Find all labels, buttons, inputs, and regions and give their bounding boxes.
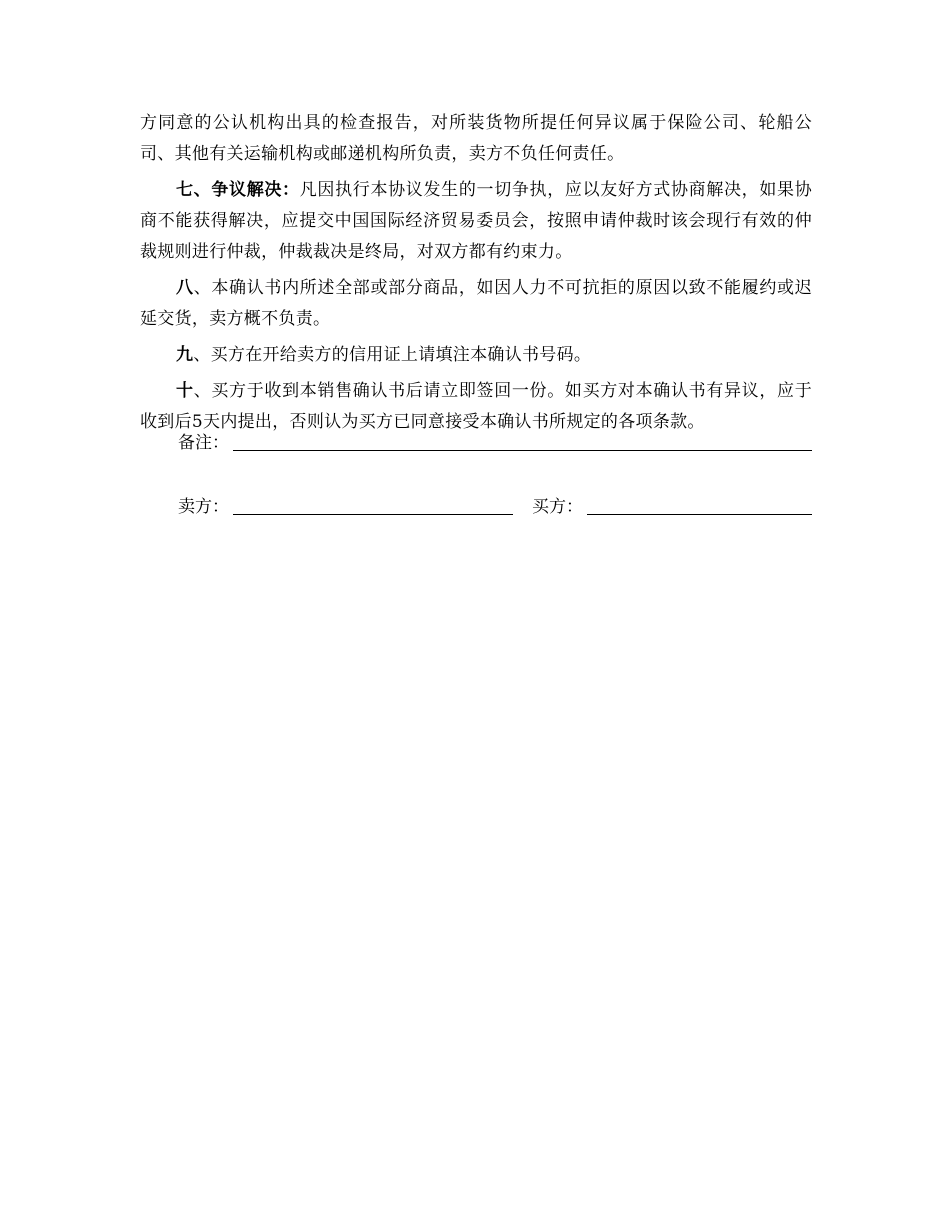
seller-signature-line[interactable] xyxy=(233,514,513,515)
paragraph-text: 、本确认书内所述全部或部分商品，如因人力不可抗拒的原因以致不能履约或迟延交货，卖方概不负责。 xyxy=(140,278,812,329)
paragraph-force-majeure xyxy=(140,273,812,335)
paragraph-inspection-continued xyxy=(140,108,812,170)
paragraph-dispute-resolution xyxy=(140,175,812,268)
paragraph-lead: 十 xyxy=(176,381,194,401)
paragraph-letter-of-credit xyxy=(140,340,812,371)
paragraph-lead: 九 xyxy=(176,345,194,365)
paragraph-text: 、买方在开给卖方的信用证上请填注本确认书号码。 xyxy=(193,345,592,365)
buyer-signature-line[interactable] xyxy=(587,514,812,515)
remarks-row xyxy=(178,428,812,459)
signature-row xyxy=(178,492,812,523)
remarks-label: 备注： xyxy=(178,433,229,453)
paragraph-text: 、买方于收到本销售确认书后请立即签回一份。如买方对本确认书有异议，应于收到后5天内提出，否则认为买方已同意接受本确认书所规定的各项条款。 xyxy=(140,381,812,432)
contract-body xyxy=(140,108,812,443)
paragraph-text: 凡因执行本协议发生的一切争执，应以友好方式协商解决，如果协商不能获得解决，应提交中国国际经济贸易委员会，按照申请仲裁时该会现行有效的仲裁规则进行仲裁，仲裁裁决是终局，对双方都有约束力。 xyxy=(140,180,812,262)
buyer-label: 买方： xyxy=(532,497,583,517)
paragraph-lead: 八 xyxy=(176,278,194,298)
seller-label: 卖方： xyxy=(178,497,229,517)
paragraph-lead: 七、争议解决： xyxy=(176,180,300,200)
remarks-blank-line[interactable] xyxy=(233,450,812,451)
paragraph-text: 方同意的公认机构出具的检查报告，对所装货物所提任何异议属于保险公司、轮船公司、其他有关运输机构或邮递机构所负责，卖方不负任何责任。 xyxy=(140,113,812,164)
